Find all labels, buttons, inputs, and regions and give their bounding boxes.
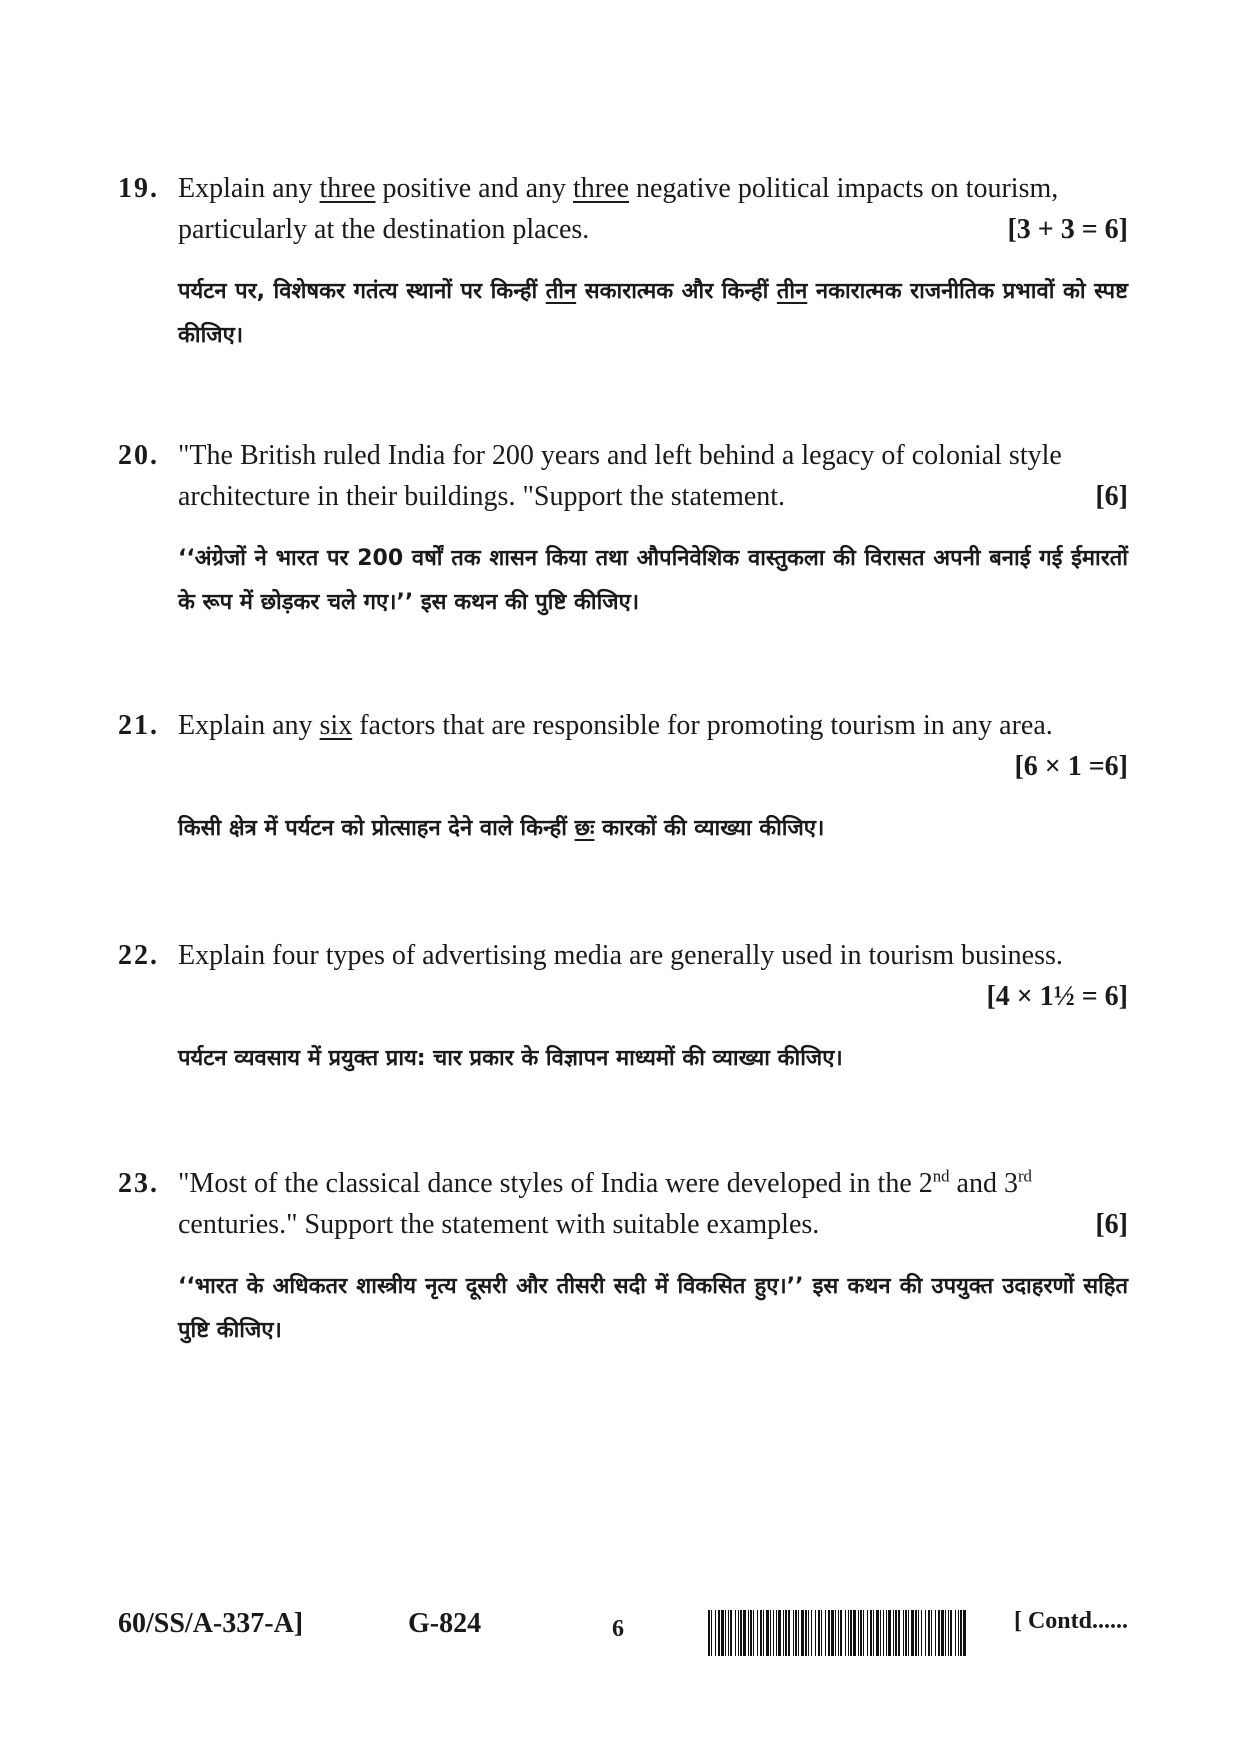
marks: [6] <box>1095 481 1128 512</box>
question-text-hi: ‘‘भारत के अधिकतर शास्त्रीय नृत्य दूसरी और तीसरी सदी में विकसित हुए।’’ इस कथन की उपयुक्त उदाहरणों सहित पुष्टि कीजिए। <box>178 1274 1128 1343</box>
question-text-hi: किसी क्षेत्र में पर्यटन को प्रोत्साहन देने वाले किन्हीं छः कारकों की व्याख्या कीजिए। <box>178 816 825 841</box>
question-number: 23. <box>118 1168 159 1199</box>
question-text-en: "The British ruled India for 200 years and left behind a legacy of colonial style architecture in their buildings. "Support the statement. [6] <box>178 435 1128 517</box>
question-text-hi: पर्यटन पर, विशेषकर गतंत्य स्थानों पर किन्हीं तीन सकारात्मक और किन्हीं तीन नकारात्मक राजनीतिक प्रभावों को स्पष्ट कीजिए। <box>178 279 1129 348</box>
question-number: 22. <box>118 940 159 971</box>
question-text-en: "Most of the classical dance styles of India were developed in the 2nd and 3rd centuries." Support the statement with suitable examples. [6] <box>178 1163 1128 1245</box>
paper-code: 60/SS/A-337-A] <box>118 1608 304 1639</box>
series-code: G-824 <box>408 1608 482 1639</box>
question-22 <box>118 935 1128 1081</box>
question-text-hi: पर्यटन व्यवसाय में प्रयुक्त प्राय: चार प्रकार के विज्ञापन माध्यमों की व्याख्या कीजिए। <box>178 1046 843 1071</box>
question-number: 20. <box>118 440 159 471</box>
marks: [3 + 3 = 6] <box>1007 214 1128 245</box>
question-text-en: Explain four types of advertising media are generally used in tourism business. [4 × 1½ = 6] <box>178 935 1128 1017</box>
continued-label: [ Contd...... <box>1013 1608 1128 1634</box>
page-footer <box>118 1608 1128 1658</box>
marks: [4 × 1½ = 6] <box>986 981 1128 1012</box>
page-number: 6 <box>612 1616 624 1642</box>
question-number: 19. <box>118 173 159 204</box>
question-19 <box>118 168 1128 358</box>
question-21 <box>118 705 1128 851</box>
question-23 <box>118 1163 1128 1353</box>
barcode-image <box>708 1610 970 1656</box>
question-text-en: Explain any six factors that are responsible for promoting tourism in any area. [6 × 1 =6] <box>178 705 1128 787</box>
marks: [6] <box>1095 1209 1128 1240</box>
question-text-hi: ‘‘अंग्रेजों ने भारत पर 200 वर्षों तक शासन किया तथा औपनिवेशिक वास्तुकला की विरासत अपनी बनाई गई ईमारतों के रूप में छोड़कर चले गए।’’ इस कथन की पुष्टि कीजिए। <box>178 546 1128 615</box>
question-text-en: Explain any three positive and any three negative political impacts on tourism, particularly at the destination places. [3 + 3 = 6] <box>178 168 1128 250</box>
question-number: 21. <box>118 710 159 741</box>
marks: [6 × 1 =6] <box>1014 751 1128 782</box>
question-20 <box>118 435 1128 625</box>
